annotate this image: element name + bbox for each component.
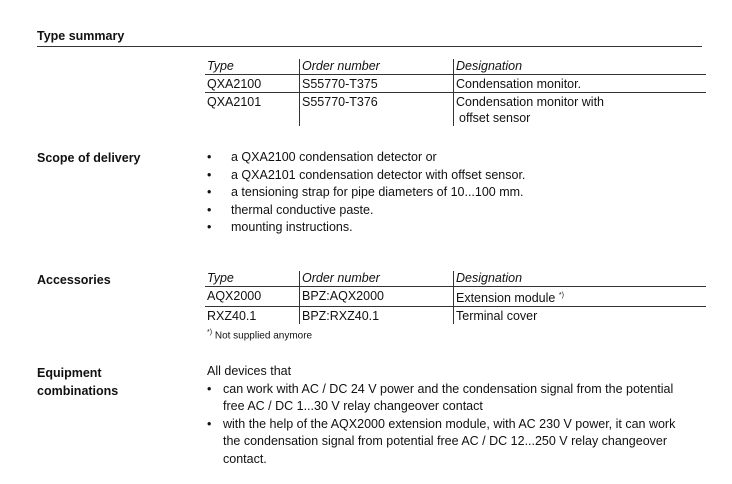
designation-line: offset sensor: [459, 111, 531, 125]
footnote-text: Not supplied anymore: [214, 330, 313, 342]
bullet-icon: •: [207, 220, 212, 234]
bullet-icon: •: [207, 150, 212, 164]
header-designation: Designation: [454, 271, 707, 287]
table-header-row: [205, 59, 706, 75]
header-order-number: Order number: [300, 271, 454, 287]
table-row: [205, 93, 706, 127]
cell-type: RXZ40.1: [205, 307, 300, 325]
list-item: • with the help of the AQX2000 extension module, with AC 230 V power, it can work the condensation signal from potential free AC / DC 12...250 V relay changeover contact.: [207, 416, 676, 466]
footnote-mark: *): [558, 292, 564, 299]
list-item: • thermal conductive paste.: [207, 202, 687, 220]
list-item: • mounting instructions.: [207, 219, 687, 237]
table-row: [205, 75, 706, 93]
bullet-icon: •: [207, 416, 212, 431]
scope-list: [207, 149, 687, 237]
cell-designation: Condensation monitor.: [454, 75, 707, 93]
cell-designation: Extension module *): [454, 287, 707, 307]
header-type: Type: [205, 271, 300, 287]
cell-order-number: S55770-T375: [300, 75, 454, 93]
designation-line: Condensation monitor with: [456, 95, 604, 109]
equipment-text: [207, 363, 702, 468]
accessories-heading: Accessories: [37, 273, 111, 287]
list-item: • can work with AC / DC 24 V power and the condensation signal from the potential free AC / DC 1...30 V relay changeover contact: [207, 381, 674, 413]
bullet-icon: •: [207, 185, 212, 199]
header-order-number: Order number: [300, 59, 454, 75]
cell-order-number: BPZ:RXZ40.1: [300, 307, 454, 325]
accessories-table: [205, 271, 706, 324]
header-type: Type: [205, 59, 300, 75]
equipment-heading: Equipment combinations: [37, 366, 119, 398]
heading-rule: [37, 46, 702, 47]
footnote: [207, 329, 312, 341]
bullet-icon: •: [207, 202, 212, 217]
list-item: • a tensioning strap for pipe diameters of 10...100 mm.: [207, 184, 687, 202]
cell-designation: [454, 93, 707, 127]
list-item: • a QXA2100 condensation detector or: [207, 149, 687, 167]
cell-type: QXA2100: [207, 77, 262, 91]
cell-order-number: S55770-T376: [300, 93, 454, 127]
cell-type: AQX2000: [207, 289, 262, 303]
cell-type: QXA2101: [205, 93, 300, 127]
bullet-icon: •: [207, 381, 212, 396]
list-item: • a QXA2101 condensation detector with offset sensor.: [207, 167, 687, 185]
header-designation: Designation: [454, 59, 707, 75]
table-header-row: [205, 271, 706, 287]
cell-designation: Terminal cover: [454, 307, 707, 325]
cell-order-number: BPZ:AQX2000: [300, 287, 454, 307]
type-summary-table: [205, 59, 706, 126]
table-row: [205, 307, 706, 325]
bullet-icon: •: [207, 167, 212, 182]
table-row: [205, 287, 706, 307]
scope-heading: Scope of delivery: [37, 151, 141, 165]
equipment-intro: All devices that: [207, 364, 292, 378]
type-summary-heading: Type summary: [37, 29, 125, 43]
footnote-mark: *): [207, 329, 213, 336]
